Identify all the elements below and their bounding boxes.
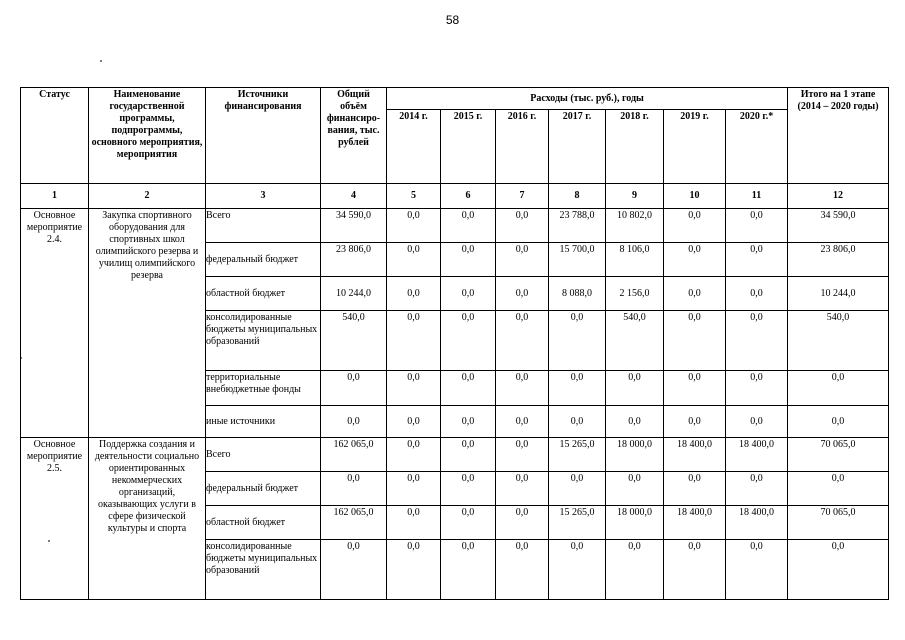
table-row bbox=[21, 438, 889, 472]
financing-table bbox=[20, 87, 889, 600]
cell-year-value: 0,0 bbox=[549, 540, 606, 600]
cell-year-value: 0,0 bbox=[387, 371, 441, 406]
cell-total: 10 244,0 bbox=[321, 277, 387, 311]
cell-year-value: 0,0 bbox=[441, 506, 496, 540]
cell-year-value: 0,0 bbox=[387, 540, 441, 600]
cell-year-value: 0,0 bbox=[387, 438, 441, 472]
row-status: Основное мероприятие 2.4. bbox=[21, 209, 89, 438]
col-header-total-volume: Общий объём финансиро-вания, тыс. рублей bbox=[321, 88, 387, 184]
cell-year-value: 18 000,0 bbox=[606, 438, 664, 472]
cell-total: 23 806,0 bbox=[321, 243, 387, 277]
table-row bbox=[21, 209, 889, 243]
cell-year-value: 0,0 bbox=[664, 277, 726, 311]
row-source: областной бюджет bbox=[206, 277, 321, 311]
row-source: территориальные внебюджетные фонды bbox=[206, 371, 321, 406]
cell-year-value: 8 088,0 bbox=[549, 277, 606, 311]
cell-year-value: 0,0 bbox=[726, 371, 788, 406]
cell-year-value: 0,0 bbox=[606, 472, 664, 506]
cell-year-value: 0,0 bbox=[496, 311, 549, 371]
cell-year-value: 0,0 bbox=[387, 243, 441, 277]
cell-year-value: 0,0 bbox=[726, 311, 788, 371]
cell-year-value: 0,0 bbox=[496, 371, 549, 406]
cell-year-value: 18 400,0 bbox=[664, 506, 726, 540]
row-source: федеральный бюджет bbox=[206, 243, 321, 277]
cell-year-value: 0,0 bbox=[387, 506, 441, 540]
cell-year-value: 18 400,0 bbox=[726, 506, 788, 540]
scan-dot bbox=[100, 60, 102, 62]
cell-year-value: 18 400,0 bbox=[664, 438, 726, 472]
column-number: 5 bbox=[387, 184, 441, 209]
cell-total: 0,0 bbox=[321, 540, 387, 600]
column-number: 10 bbox=[664, 184, 726, 209]
cell-year-value: 0,0 bbox=[387, 472, 441, 506]
cell-total: 162 065,0 bbox=[321, 506, 387, 540]
cell-year-value: 0,0 bbox=[441, 438, 496, 472]
cell-year-value: 0,0 bbox=[496, 243, 549, 277]
cell-year-value: 0,0 bbox=[549, 311, 606, 371]
col-header-sources: Источники финансирования bbox=[206, 88, 321, 184]
cell-year-value: 0,0 bbox=[496, 540, 549, 600]
cell-year-value: 0,0 bbox=[496, 472, 549, 506]
column-number: 2 bbox=[89, 184, 206, 209]
row-measure-name: Закупка спортивного оборудования для спортивных школ олимпийского резерва и училищ олимпийского резерва bbox=[89, 209, 206, 438]
cell-total: 540,0 bbox=[321, 311, 387, 371]
cell-year-value: 18 000,0 bbox=[606, 506, 664, 540]
col-header-year: 2015 г. bbox=[441, 110, 496, 184]
cell-total: 34 590,0 bbox=[321, 209, 387, 243]
cell-year-value: 0,0 bbox=[549, 406, 606, 438]
cell-year-value: 0,0 bbox=[441, 472, 496, 506]
cell-year-value: 0,0 bbox=[441, 540, 496, 600]
cell-year-value: 0,0 bbox=[387, 209, 441, 243]
row-source: Всего bbox=[206, 438, 321, 472]
column-number: 12 bbox=[788, 184, 889, 209]
col-header-stage-total: Итого на 1 этапе (2014 – 2020 годы) bbox=[788, 88, 889, 184]
cell-stage-total: 0,0 bbox=[788, 406, 889, 438]
cell-year-value: 0,0 bbox=[441, 406, 496, 438]
cell-year-value: 0,0 bbox=[664, 311, 726, 371]
cell-year-value: 0,0 bbox=[726, 209, 788, 243]
cell-year-value: 15 265,0 bbox=[549, 506, 606, 540]
cell-stage-total: 540,0 bbox=[788, 311, 889, 371]
cell-stage-total: 0,0 bbox=[788, 540, 889, 600]
column-number: 1 bbox=[21, 184, 89, 209]
cell-year-value: 0,0 bbox=[387, 406, 441, 438]
cell-stage-total: 34 590,0 bbox=[788, 209, 889, 243]
column-number: 7 bbox=[496, 184, 549, 209]
cell-year-value: 0,0 bbox=[664, 209, 726, 243]
col-header-year: 2014 г. bbox=[387, 110, 441, 184]
cell-year-value: 0,0 bbox=[664, 472, 726, 506]
cell-year-value: 0,0 bbox=[496, 277, 549, 311]
column-number: 11 bbox=[726, 184, 788, 209]
cell-year-value: 0,0 bbox=[549, 472, 606, 506]
cell-stage-total: 10 244,0 bbox=[788, 277, 889, 311]
cell-year-value: 0,0 bbox=[441, 209, 496, 243]
col-header-year: 2017 г. bbox=[549, 110, 606, 184]
page-number: 58 bbox=[445, 13, 460, 27]
cell-year-value: 0,0 bbox=[606, 540, 664, 600]
cell-year-value: 0,0 bbox=[606, 371, 664, 406]
cell-stage-total: 23 806,0 bbox=[788, 243, 889, 277]
row-status: Основное мероприятие 2.5. bbox=[21, 438, 89, 600]
column-number: 9 bbox=[606, 184, 664, 209]
row-source: областной бюджет bbox=[206, 506, 321, 540]
row-measure-name: Поддержка создания и деятельности социально ориентированных некоммерческих организаций, оказывающих услуги в сфере физической культуры и спорта bbox=[89, 438, 206, 600]
cell-stage-total: 70 065,0 bbox=[788, 438, 889, 472]
cell-stage-total: 70 065,0 bbox=[788, 506, 889, 540]
cell-total: 0,0 bbox=[321, 472, 387, 506]
cell-year-value: 0,0 bbox=[664, 371, 726, 406]
cell-total: 0,0 bbox=[321, 406, 387, 438]
cell-year-value: 0,0 bbox=[496, 209, 549, 243]
col-header-name: Наименование государственной программы, подпрограммы, основного мероприятия, мероприятия bbox=[89, 88, 206, 184]
cell-year-value: 0,0 bbox=[726, 540, 788, 600]
cell-year-value: 0,0 bbox=[496, 438, 549, 472]
cell-stage-total: 0,0 bbox=[788, 371, 889, 406]
cell-year-value: 540,0 bbox=[606, 311, 664, 371]
cell-year-value: 0,0 bbox=[387, 311, 441, 371]
cell-year-value: 0,0 bbox=[496, 506, 549, 540]
cell-year-value: 0,0 bbox=[496, 406, 549, 438]
column-number: 4 bbox=[321, 184, 387, 209]
cell-year-value: 0,0 bbox=[441, 243, 496, 277]
cell-year-value: 0,0 bbox=[726, 472, 788, 506]
cell-total: 0,0 bbox=[321, 371, 387, 406]
col-header-year: 2018 г. bbox=[606, 110, 664, 184]
cell-year-value: 0,0 bbox=[549, 371, 606, 406]
cell-year-value: 2 156,0 bbox=[606, 277, 664, 311]
cell-year-value: 23 788,0 bbox=[549, 209, 606, 243]
cell-year-value: 0,0 bbox=[441, 311, 496, 371]
cell-year-value: 0,0 bbox=[387, 277, 441, 311]
cell-year-value: 18 400,0 bbox=[726, 438, 788, 472]
col-header-year: 2016 г. bbox=[496, 110, 549, 184]
cell-year-value: 0,0 bbox=[441, 371, 496, 406]
cell-year-value: 15 700,0 bbox=[549, 243, 606, 277]
column-number: 8 bbox=[549, 184, 606, 209]
cell-year-value: 0,0 bbox=[441, 277, 496, 311]
cell-year-value: 0,0 bbox=[664, 406, 726, 438]
column-number-row bbox=[21, 184, 889, 209]
cell-year-value: 0,0 bbox=[664, 243, 726, 277]
cell-total: 162 065,0 bbox=[321, 438, 387, 472]
cell-year-value: 10 802,0 bbox=[606, 209, 664, 243]
col-header-year: 2019 г. bbox=[664, 110, 726, 184]
row-source: иные источники bbox=[206, 406, 321, 438]
col-header-year: 2020 г.* bbox=[726, 110, 788, 184]
cell-year-value: 0,0 bbox=[726, 277, 788, 311]
column-number: 6 bbox=[441, 184, 496, 209]
col-header-expenses: Расходы (тыс. руб.), годы bbox=[387, 88, 788, 110]
row-source: Всего bbox=[206, 209, 321, 243]
cell-stage-total: 0,0 bbox=[788, 472, 889, 506]
row-source: федеральный бюджет bbox=[206, 472, 321, 506]
cell-year-value: 0,0 bbox=[726, 243, 788, 277]
row-source: консолидированные бюджеты муниципальных образований bbox=[206, 540, 321, 600]
cell-year-value: 0,0 bbox=[606, 406, 664, 438]
cell-year-value: 8 106,0 bbox=[606, 243, 664, 277]
row-source: консолидированные бюджеты муниципальных образований bbox=[206, 311, 321, 371]
col-header-status: Статус bbox=[21, 88, 89, 184]
cell-year-value: 0,0 bbox=[664, 540, 726, 600]
column-number: 3 bbox=[206, 184, 321, 209]
cell-year-value: 0,0 bbox=[726, 406, 788, 438]
cell-year-value: 15 265,0 bbox=[549, 438, 606, 472]
